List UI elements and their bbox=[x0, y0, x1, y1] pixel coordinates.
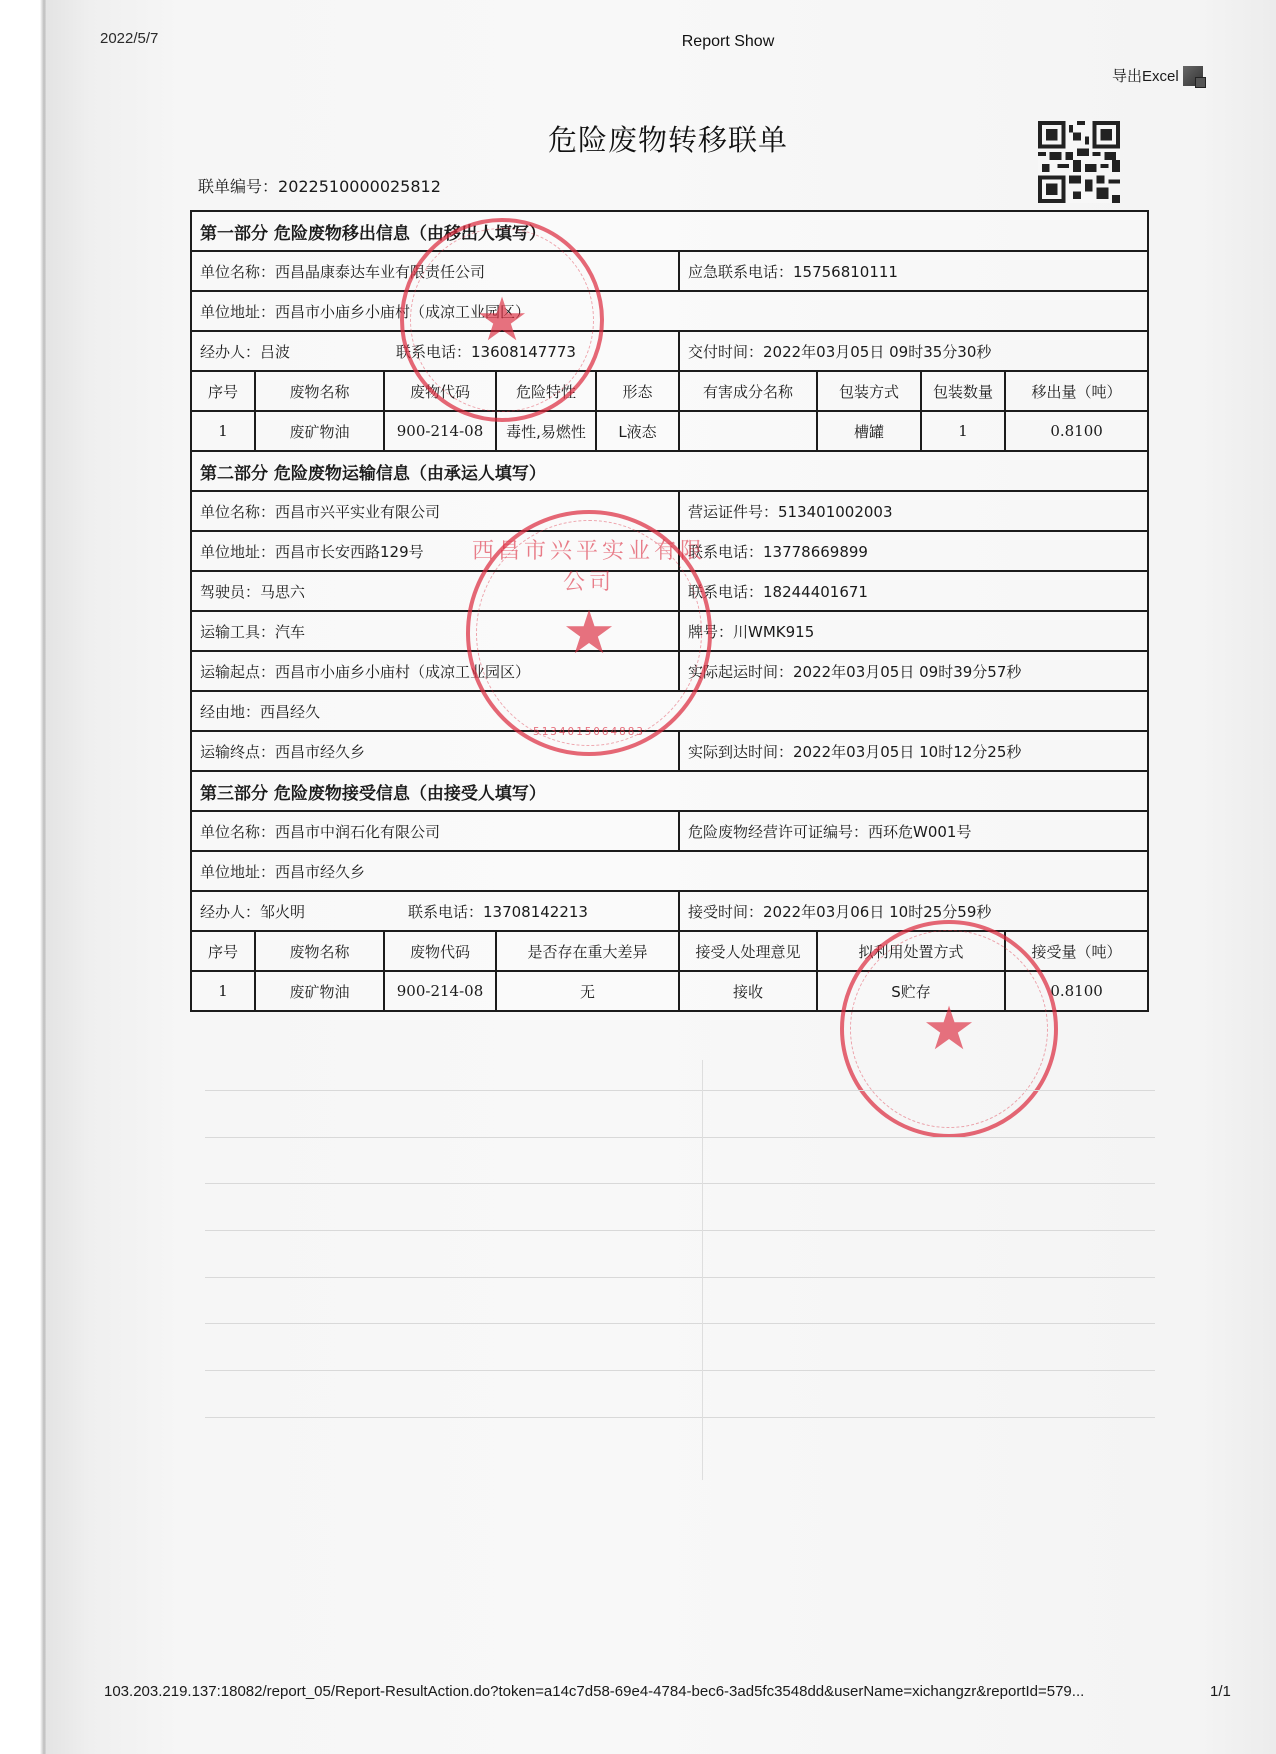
part2-vehicle: 运输工具：汽车 bbox=[191, 611, 679, 651]
part3-receive-time: 接受时间：2022年03月06日 10时25分59秒 bbox=[679, 891, 1148, 931]
cell-disposal-method: S贮存 bbox=[817, 971, 1005, 1011]
part1-unit-address: 单位地址：西昌市小庙乡小庙村（成凉工业园区） bbox=[191, 291, 1148, 331]
manifest-table bbox=[190, 210, 1149, 1012]
star-icon: ★ bbox=[475, 285, 529, 355]
part1-contact-phone: 联系电话：13608147773 bbox=[396, 342, 576, 361]
print-date: 2022/5/7 bbox=[100, 30, 159, 47]
cell-no: 1 bbox=[191, 411, 255, 451]
col-header: 废物代码 bbox=[384, 931, 496, 971]
part1-unit-name: 单位名称：西昌晶康泰达车业有限责任公司 bbox=[191, 251, 679, 291]
col-header: 序号 bbox=[191, 371, 255, 411]
col-header: 废物名称 bbox=[255, 371, 384, 411]
part2-via: 经由地：西昌经久 bbox=[191, 691, 1148, 731]
seal-text: 西昌市兴平实业有限公司 bbox=[471, 539, 706, 595]
star-icon: ★ bbox=[562, 598, 616, 668]
cell-packing: 槽罐 bbox=[817, 411, 921, 451]
part3-unit-address: 单位地址：西昌市经久乡 bbox=[191, 851, 1148, 891]
cell-receiver-opinion: 接收 bbox=[679, 971, 817, 1011]
part2-driver: 驾驶员：马思六 bbox=[191, 571, 679, 611]
cell-amount: 0.8100 bbox=[1005, 411, 1148, 451]
excel-icon bbox=[1183, 66, 1203, 86]
col-header: 拟利用处置方式 bbox=[817, 931, 1005, 971]
page-number: 1/1 bbox=[1210, 1683, 1231, 1700]
part3-column-header-row bbox=[191, 931, 1148, 971]
seal-number: 5134015064883 bbox=[532, 725, 646, 738]
document-title: 危险废物转移联单 bbox=[547, 123, 788, 157]
part3-header-row bbox=[191, 771, 1148, 811]
part1-delivery-time: 交付时间：2022年03月05日 09时35分30秒 bbox=[679, 331, 1148, 371]
ghost-line bbox=[205, 1277, 1155, 1278]
part2-plate: 牌号：川WMK915 bbox=[679, 611, 1148, 651]
form-number-value: 2022510000025812 bbox=[278, 177, 441, 196]
part2-arrive-time: 实际到达时间：2022年03月05日 10时12分25秒 bbox=[679, 731, 1148, 771]
part2-depart-time: 实际起运时间：2022年03月05日 09时39分57秒 bbox=[679, 651, 1148, 691]
star-icon: ★ bbox=[922, 994, 976, 1064]
part2-license-no: 营运证件号：513401002003 bbox=[679, 491, 1148, 531]
part3-unit-name: 单位名称：西昌市中润石化有限公司 bbox=[191, 811, 679, 851]
part2-origin: 运输起点：西昌市小庙乡小庙村（成凉工业园区） bbox=[191, 651, 679, 691]
col-header: 是否存在重大差异 bbox=[496, 931, 679, 971]
scan-edge bbox=[0, 0, 46, 1754]
cell-waste-name: 废矿物油 bbox=[255, 971, 384, 1011]
part2-unit-phone: 联系电话：13778669899 bbox=[679, 531, 1148, 571]
table-row bbox=[191, 971, 1148, 1011]
ghost-line bbox=[205, 1323, 1155, 1324]
col-header: 废物代码 bbox=[384, 371, 496, 411]
ghost-line bbox=[205, 1137, 1155, 1138]
part1-handler-cell bbox=[191, 331, 679, 371]
col-header: 序号 bbox=[191, 931, 255, 971]
cell-no: 1 bbox=[191, 971, 255, 1011]
ghost-line bbox=[205, 1370, 1155, 1371]
part2-header-row bbox=[191, 451, 1148, 491]
part2-destination: 运输终点：西昌市经久乡 bbox=[191, 731, 679, 771]
col-header: 危险特性 bbox=[496, 371, 596, 411]
cell-harmful bbox=[679, 411, 817, 451]
col-header: 接受人处理意见 bbox=[679, 931, 817, 971]
table-row bbox=[191, 411, 1148, 451]
part1-emergency-phone: 应急联系电话：15756810111 bbox=[679, 251, 1148, 291]
cell-hazard: 毒性,易燃性 bbox=[496, 411, 596, 451]
col-header: 废物名称 bbox=[255, 931, 384, 971]
part3-title: 第三部分 危险废物接受信息（由接受人填写） bbox=[191, 771, 1148, 811]
cell-form: L液态 bbox=[596, 411, 679, 451]
part3-handler: 经办人：邹火明 bbox=[200, 902, 306, 921]
cell-waste-code: 900-214-08 bbox=[384, 411, 496, 451]
part2-driver-phone: 联系电话：18244401671 bbox=[679, 571, 1148, 611]
part1-header-row bbox=[191, 211, 1148, 251]
part1-handler: 经办人：吕波 bbox=[200, 342, 291, 361]
part2-title: 第二部分 危险废物运输信息（由承运人填写） bbox=[191, 451, 1148, 491]
part3-handler-cell bbox=[191, 891, 679, 931]
form-number bbox=[198, 174, 441, 197]
col-header: 包装数量 bbox=[921, 371, 1005, 411]
ghost-line bbox=[205, 1183, 1155, 1184]
col-header: 包装方式 bbox=[817, 371, 921, 411]
cell-received-amount: 0.8100 bbox=[1005, 971, 1148, 1011]
part2-unit-address: 单位地址：西昌市长安西路129号 bbox=[191, 531, 679, 571]
cell-waste-name: 废矿物油 bbox=[255, 411, 384, 451]
col-header: 形态 bbox=[596, 371, 679, 411]
part3-contact-phone: 联系电话：13708142213 bbox=[408, 902, 588, 921]
col-header: 接受量（吨） bbox=[1005, 931, 1148, 971]
report-title: Report Show bbox=[681, 33, 775, 50]
cell-significant-diff: 无 bbox=[496, 971, 679, 1011]
cell-waste-code: 900-214-08 bbox=[384, 971, 496, 1011]
export-excel-label: 导出Excel bbox=[1112, 68, 1179, 85]
qr-code-icon bbox=[1038, 121, 1120, 203]
part2-unit-name: 单位名称：西昌市兴平实业有限公司 bbox=[191, 491, 679, 531]
ghost-line bbox=[205, 1230, 1155, 1231]
export-excel-button[interactable] bbox=[1112, 65, 1203, 86]
ghost-line bbox=[205, 1417, 1155, 1418]
part1-title: 第一部分 危险废物移出信息（由移出人填写） bbox=[191, 211, 1148, 251]
part3-permit-no: 危险废物经营许可证编号：西环危W001号 bbox=[679, 811, 1148, 851]
footer-url: 103.203.219.137:18082/report_05/Report-ResultAction.do?token=a14c7d58-69e4-4784-bec6-3ad5fc3548dd&userName=xichangzr&reportId=579... bbox=[104, 1683, 1085, 1700]
cell-pack-qty: 1 bbox=[921, 411, 1005, 451]
col-header: 有害成分名称 bbox=[679, 371, 817, 411]
part1-column-header-row bbox=[191, 371, 1148, 411]
ghost-line bbox=[702, 1060, 703, 1480]
form-number-label: 联单编号： bbox=[198, 177, 279, 196]
ghost-line bbox=[205, 1090, 1155, 1091]
col-header: 移出量（吨） bbox=[1005, 371, 1148, 411]
